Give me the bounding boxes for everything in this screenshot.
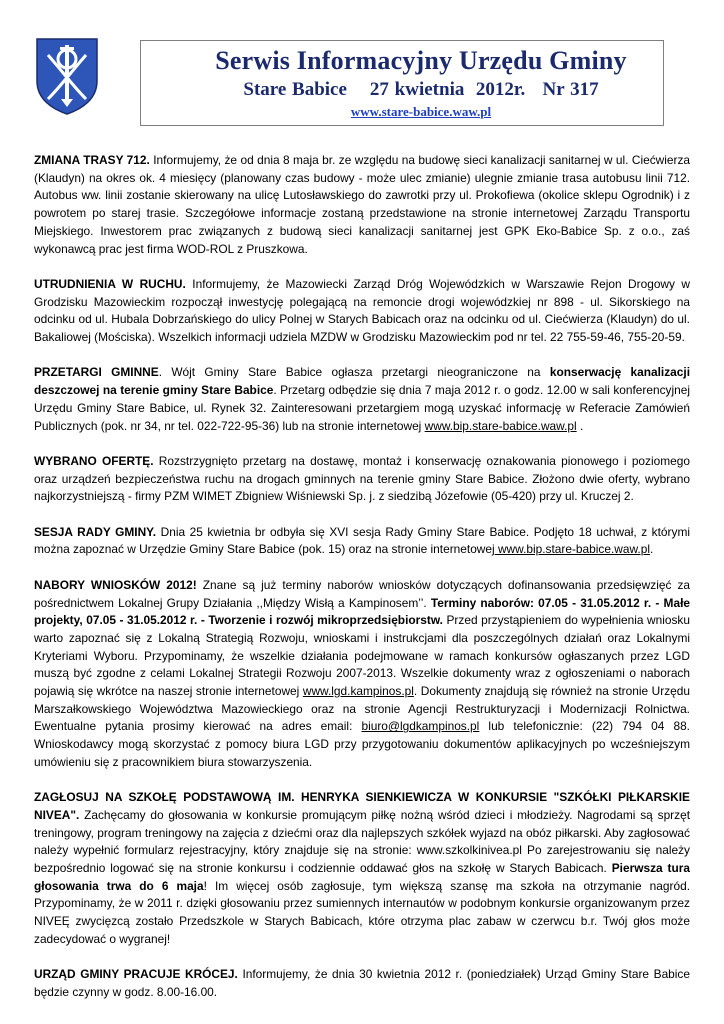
article-offer xyxy=(34,453,690,506)
website-link[interactable]: www.stare-babice.waw.pl xyxy=(350,104,492,119)
article-text: lub telefonicznie: (22) 794 04 88. Wnioskodawcy mogą skorzystać z pomocy biura LGD przy przygotowaniu dokumentów aplikacyjnych po wcześniejszym umówieniu się z pracownikiem biura stowarzyszenia. xyxy=(34,719,690,769)
article-text: Informujemy, że Mazowiecki Zarząd Dróg Wojewódzkich w Warszawie Rejon Drogowy w Grodzisku Mazowieckim rozpoczął inwestycję polegającą na remoncie drogi wojewódzkiej nr 898 - ul. Sikorskiego na odcinku od ul. Hubala Dobrzańskiego do ulicy Polnej w Starych Babicach oraz na odcinku od ul. Ciećwierza (Klaudyn) do ul. Bakaliowej (Mościska). Wszelkich informacji udziela MZDW w Grodzisku Mazowieckim pod nr tel. 22 755-59-46, 755-20-59. xyxy=(34,276,690,345)
article-heading: NABORY WNIOSKÓW 2012! xyxy=(34,577,197,592)
article-text: ! Im więcej osób zagłosuje, tym większą szansę ma szkoła na otrzymanie nagród. Przypominamy, że w 2011 r. dzięki głosowaniu przez sumiennych internautów w podobnym konkursie organizowanym przez NIVEĘ zwycięzcą zostało Przedszkole w Starych Babicach, które otrzyma plac zabaw w czerwcu b.r. Twój głos może zadecydować o wygranej! xyxy=(34,878,691,946)
article-text: Informujemy, że od dnia 8 maja br. ze względu na budowę sieci kanalizacji sanitarnej w ul. Ciećwierza (Klaudyn) na okres ok. 4 miesięcy (planowany czas budowy - może ulec zmianie) ulegnie zmianie trasa autobusu linii 712. Autobus ww. linii zostanie skierowany na ulicę Lutosławskiego do zawrotki przy ul. Prokofiewa (okolice sklepu Ogrodnik) i z powrotem po starej trasie. Szczegółowe informacje zostaną przedstawione na stronie internetowej Zarządu Transportu Miejskiego. Inwestorem prac związanych z budową sieci kanalizacji sanitarnej jest GPK Eko-Babice Sp. z o.o., zaś wykonawcą prac jest firma WOD-ROL z Pruszkowa. xyxy=(34,153,690,256)
bip-link[interactable]: www.bip.stare-babice.waw.pl xyxy=(424,418,577,433)
coat-of-arms-icon xyxy=(34,37,100,115)
article-traffic xyxy=(34,276,690,347)
article-text: . xyxy=(649,542,654,557)
article-text: . Przetarg odbędzie się dnia 7 maja 2012 r. o godz. 12.00 w sali konferencyjnej Urzędu Gminy Stare Babice, ul. Rynek 32. Zainteresowani przetargiem mogą uzyskać informację w Referacie Zamówień Publicznych (pok. nr 34, nr tel. 022-722-95-36) lub na stronie internetowej xyxy=(34,383,691,433)
article-bold-text: Terminy naborów: 07.05 - 31.05.2012 r. - Małe projekty, 07.05 - 31.05.2012 r. - Tworzenie i rozwój mikroprzedsiębiorstw. xyxy=(34,595,690,628)
article-office-hours xyxy=(34,966,690,1001)
article-heading: WYBRANO OFERTĘ. xyxy=(34,453,154,468)
email-link[interactable]: biuro@lgdkampinos.pl xyxy=(361,719,480,734)
article-text: Znane są już terminy naborów wniosków dotyczących dofinansowania przedsięwzięć za pośrednictwem Lokalnej Grupy Działania ,,Między Wisłą a Kampinosem’’. xyxy=(34,577,690,610)
issue-subtitle: Stare Babice 27 kwietnia 2012r. Nr 317 xyxy=(243,79,599,100)
article-text: . Dokumenty znajdują się również na stronie Urzędu Marszałkowskiego Województwa Mazowieckiego oraz na stronie Agencji Restrukturyzacji i Modernizacji Rolnictwa. Ewentualne pytania prosimy kierować na adres email: xyxy=(34,684,690,734)
bip-link[interactable]: www.bip.stare-babice.waw.pl xyxy=(494,542,650,557)
article-heading: PRZETARGI GMINNE xyxy=(34,365,159,380)
article-text: . Wójt Gminy Stare Babice ogłasza przetargi nieograniczone na xyxy=(158,365,550,380)
article-text: Dnia 25 kwietnia br odbyła się XVI sesja Rady Gminy Stare Babice. Podjęto 18 uchwał, z którymi można zapoznać w Urzędzie Gminy Stare Babice (pok. 15) oraz na stronie internetowej xyxy=(34,524,690,557)
article-text: Informujemy, że dnia 30 kwietnia 2012 r. (poniedziałek) Urząd Gminy Stare Babice będzie czynny w godz. 8.00-16.00. xyxy=(34,967,690,999)
page-title: Serwis Informacyjny Urzędu Gminy xyxy=(215,46,627,75)
article-heading: URZĄD GMINY PRACUJE KRÓCEJ. xyxy=(34,967,238,982)
article-heading: ZAGŁOSUJ NA SZKOŁĘ PODSTAWOWĄ IM. HENRYKA SIENKIEWICZA W KONKURSIE "SZKÓŁKI PIŁKARSKIE NIVEA". xyxy=(34,790,690,822)
article-route-change xyxy=(34,152,690,258)
article-text: Przed przystąpieniem do wypełnienia wniosku warto zapoznać się z Lokalną Strategią Rozwoju, wnioskami i instrukcjami dla poszczególnych działań oraz Lokalnymi Kryteriami Wyboru. Przypominamy, że wszelkie działania podejmowane w ramach konkursów ogłaszanych przez LGD muszą być zgodne z celami Lokalnej Strategii Rozwoju 2007-2013. Wszelkie dokumenty wraz z ogłoszeniami o naborach pojawią się wkrótce na naszej stronie internetowej xyxy=(34,613,690,699)
article-heading: SESJA RADY GMINY. xyxy=(34,524,157,539)
article-bold-text: Pierwsza tura głosowania trwa do 6 maja xyxy=(34,861,691,893)
article-text: Rozstrzygnięto przetarg na dostawę, montaż i konserwację oznakowania pionowego i poziomego oraz urządzeń bezpieczeństwa ruchu na drogach gminnych na terenie gminy Stare Babice. Złożono dwie oferty, wybrano najkorzystniejszą - firmy PZM WIMET Zbigniew Wiśniewski Sp. j. z siedzibą Józefowie (05-420) przy ul. Kruczej 2. xyxy=(34,453,690,504)
lgd-link[interactable]: www.lgd.kampinos.pl xyxy=(302,684,414,699)
article-heading: UTRUDNIENIA W RUCHU. xyxy=(34,276,186,291)
article-heading: ZMIANA TRASY 712. xyxy=(34,153,150,167)
article-text: Zachęcamy do głosowania w konkursie promującym piłkę nożną wśród dzieci i młodzieży. Nagrodami są sprzęt treningowy, program treningowy na zajęcia z dziećmi oraz dla najlepszych szkółek wyjazd na obóz piłkarski. Aby zagłosować należy wypełnić formularz rejestracyjny, który znajduje się na stronie: www.szkolkinivea.pl Po zarejestrowaniu się należy bezpośrednio logować się na stronie konkursu i codziennie oddawać głos na szkołę w Starych Babicach. xyxy=(34,807,690,876)
article-tenders xyxy=(34,364,690,435)
bulletin-content xyxy=(34,152,690,1019)
masthead xyxy=(140,40,664,126)
article-council-session xyxy=(34,524,690,559)
article-applications xyxy=(34,577,690,772)
article-bold-text: konserwację kanalizacji deszczowej na terenie gminy Stare Babice xyxy=(34,365,691,398)
article-vote xyxy=(34,789,690,948)
article-text: . xyxy=(576,418,584,433)
